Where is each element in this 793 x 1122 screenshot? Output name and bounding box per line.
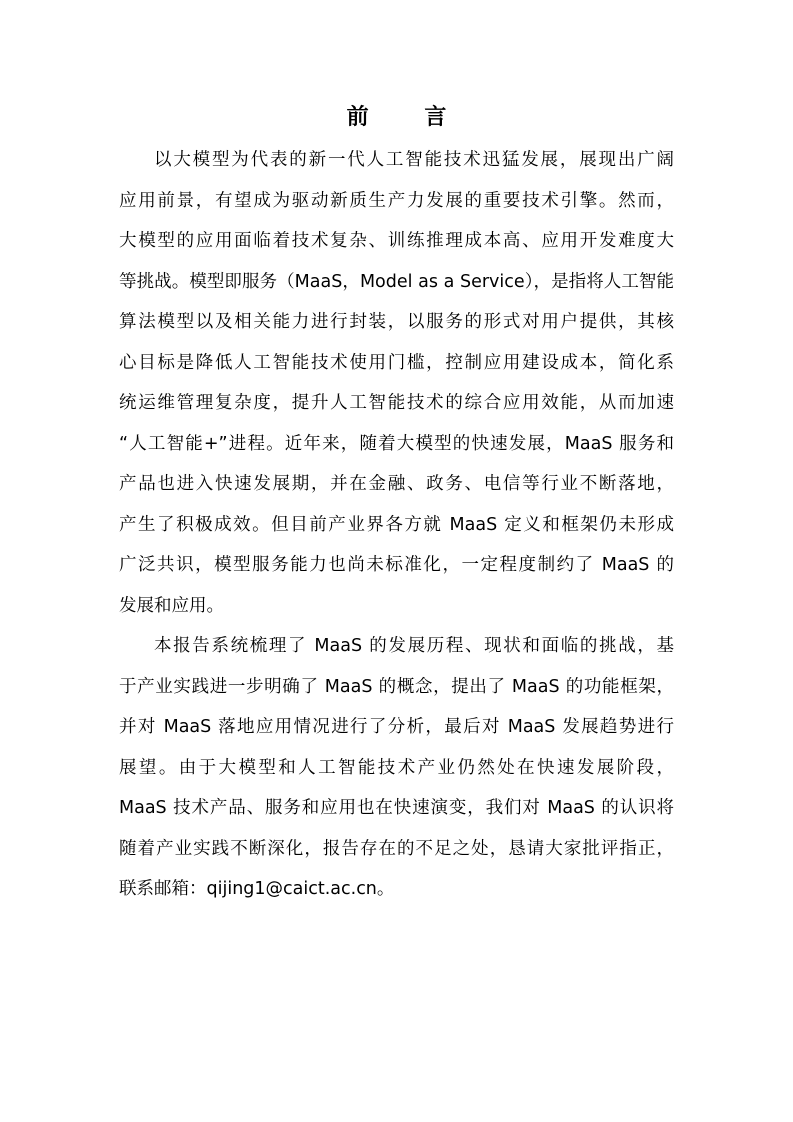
paragraph-line: 展望。由于大模型和人工智能技术产业仍然处在快速发展阶段， xyxy=(119,757,674,778)
paragraph-line: 算法模型以及相关能力进行封装，以服务的形式对用户提供，其核 xyxy=(119,312,674,332)
paragraph-line: 广泛共识，模型服务能力也尚未标准化，一定程度制约了 MaaS 的 xyxy=(119,555,674,575)
paragraph-line: 发展和应用。 xyxy=(119,595,224,616)
paragraph-line: 统运维管理复杂度，提升人工智能技术的综合应用效能，从而加速 xyxy=(119,393,674,413)
paragraph-line: 于产业实践进一步明确了 MaaS 的概念，提出了 MaaS 的功能框架， xyxy=(119,676,674,697)
paragraph-line: “人工智能+”进程。近年来，随着大模型的快速发展，MaaS 服务和 xyxy=(119,433,674,454)
paragraph-line: 大模型的应用面临着技术复杂、训练推理成本高、应用开发难度大 xyxy=(119,231,674,251)
paragraph-line: 心目标是降低人工智能技术使用门槛，控制应用建设成本，简化系 xyxy=(119,352,674,373)
paragraph-line: 产品也进入快速发展期，并在金融、政务、电信等行业不断落地， xyxy=(119,474,674,494)
paragraph-line: MaaS 技术产品、服务和应用也在快速演变，我们对 MaaS 的认识将 xyxy=(119,798,674,818)
paragraph-line: 本报告系统梳理了 MaaS 的发展历程、现状和面临的挑战，基 xyxy=(154,636,674,656)
page-title: 前 言 xyxy=(346,104,471,130)
paragraph-line: 等挑战。模型即服务（MaaS，Model as a Service），是指将人工智能 xyxy=(119,271,674,292)
contact-email: 联系邮箱：qijing1@caict.ac.cn。 xyxy=(119,879,395,899)
paragraph-line: 产生了积极成效。但目前产业界各方就 MaaS 定义和框架仍未形成 xyxy=(119,514,674,535)
paragraph-line: 随着产业实践不断深化，报告存在的不足之处，恳请大家批评指正， xyxy=(119,838,674,859)
paragraph-line: 并对 MaaS 落地应用情况进行了分析，最后对 MaaS 发展趋势进行 xyxy=(119,717,674,737)
paragraph-2 xyxy=(119,626,674,910)
document-body xyxy=(119,140,674,910)
paragraph-line: 以大模型为代表的新一代人工智能技术迅猛发展，展现出广阔 xyxy=(154,150,674,170)
paragraph-line: 应用前景，有望成为驱动新质生产力发展的重要技术引擎。然而， xyxy=(119,190,674,211)
paragraph-1 xyxy=(119,140,674,626)
